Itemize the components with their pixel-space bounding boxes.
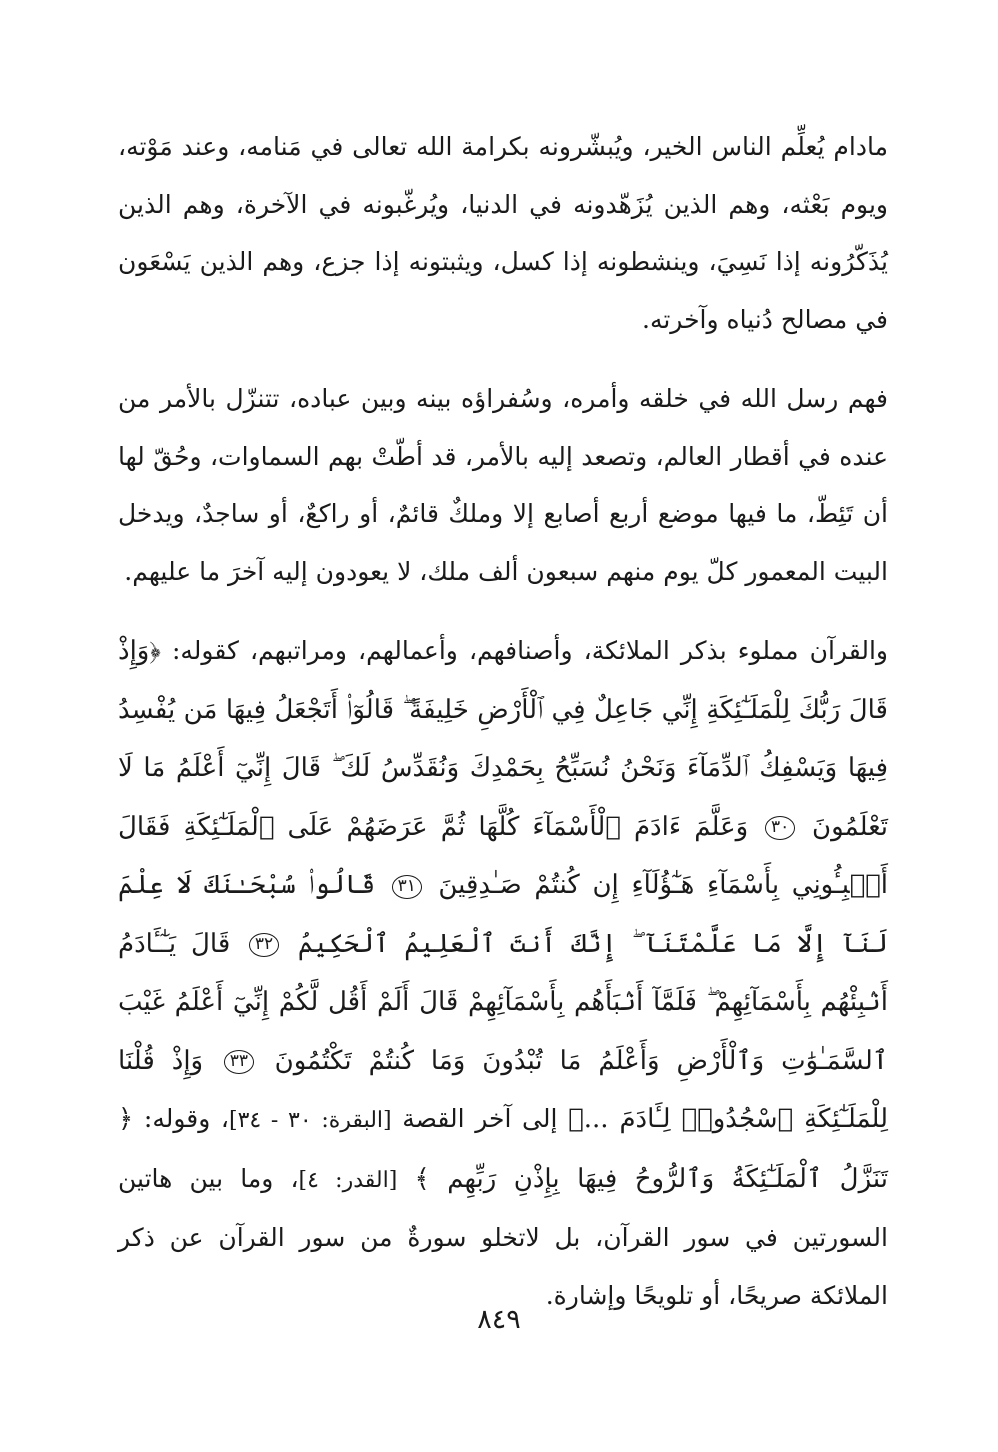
ayah-number-32: ٣٢ xyxy=(249,933,279,957)
reference-baqarah: [البقرة: ٣٠ - ٣٤] xyxy=(228,1108,392,1133)
quran-verse-baqarah-32: قَالُوا۟ سُبْحَـٰنَكَ لَا عِلْمَ لَنَآ إِلَّا مَا عَلَّمْتَنَآ ۖ إِنَّكَ أَنتَ ٱلْعَلِيمُ ٱلْحَكِيمُ xyxy=(118,870,888,959)
paragraph-3-intro: والقرآن مملوء بذكر الملائكة، وأصنافهم، وأعمالهم، ومراتبهم، كقوله: xyxy=(171,636,888,665)
paragraph-3-outro: ، وما بين هاتين السورتين في سور القرآن، بل لاتخلو سورةٌ من سور القرآن عن ذكر الملائكة صريحًا، أو تلويحًا وإشارة. xyxy=(118,1163,888,1310)
quran-verse-baqarah-33: قَالَ يَـٰٓـَٔادَمُ أَنۢبِئْهُم بِأَسْمَآئِهِمْ ۖ فَلَمَّآ أَنۢبَأَهُم بِأَسْمَآئِهِمْ قَالَ أَلَمْ أَقُل لَّكُمْ إِنِّيٓ أَعْلَمُ غَيْبَ ٱلسَّمَـٰوَٰتِ وَٱلْأَرْضِ وَأَعْلَمُ مَا تُبْدُونَ وَمَا كُنتُمْ تَكْتُمُونَ xyxy=(118,928,889,1076)
quran-verse-baqarah-34: وَإِذْ قُلْنَا لِلْمَلَـٰٓئِكَةِ ٱسْجُدُوا۟ لِـَٔادَمَ ...﴾ xyxy=(118,1045,889,1134)
ayah-number-33: ٣٣ xyxy=(224,1050,254,1074)
paragraph-3-and-saying: ، وقوله: xyxy=(143,1104,229,1133)
paragraph-1: مادام يُعلِّم الناس الخير، ويُبشّرونه بكرامة الله تعالى في مَنامه، وعند مَوْته، ويوم بَعْثه، وهم الذين يُزَهّدونه في الدنيا، ويُرغّبونه في الآخرة، وهم الذين يُذَكّرُونه إذا نَسِيَ، وينشطونه إذا كسل، ويثبتونه إذا جزع، وهم الذين يَسْعَون في مصالح دُنياه وآخرته. xyxy=(118,132,888,334)
paragraph-3-continuation: إلى آخر القصة xyxy=(402,1104,558,1133)
quran-verse-qadr-4: ﴿ تَنَزَّلُ ٱلْمَلَـٰٓئِكَةُ وَٱلرُّوحُ فِيهَا بِإِذْنِ رَبِّهِم ﴾ xyxy=(118,1104,888,1194)
ayah-number-31: ٣١ xyxy=(392,875,422,899)
page-body xyxy=(118,118,888,1324)
quran-verse-baqarah-30: ﴿وَإِذْ قَالَ رَبُّكَ لِلْمَلَـٰٓئِكَةِ إِنِّي جَاعِلٌ فِي ٱلْأَرْضِ خَلِيفَةً ۖ قَالُوٓا۟ أَتَجْعَلُ فِيهَا مَن يُفْسِدُ فِيهَا وَيَسْفِكُ ٱلدِّمَآءَ وَنَحْنُ نُسَبِّحُ بِحَمْدِكَ وَنُقَدِّسُ لَكَ ۖ قَالَ إِنِّيٓ أَعْلَمُ مَا لَا تَعْلَمُونَ xyxy=(118,636,888,842)
quran-verse-baqarah-31: وَعَلَّمَ ءَادَمَ ٱلْأَسْمَآءَ كُلَّهَا ثُمَّ عَرَضَهُمْ عَلَى ٱلْمَلَـٰٓئِكَةِ فَقَالَ أَنۢبِـُٔونِي بِأَسْمَآءِ هَـٰٓؤُلَآءِ إِن كُنتُمْ صَـٰدِقِينَ xyxy=(118,811,889,900)
paragraph-3 xyxy=(118,622,888,1324)
paragraph-2: فهم رسل الله في خلقه وأمره، وسُفراؤه بينه وبين عباده، تتنزّل بالأمر من عنده في أقطار العالم، وتصعد إليه بالأمر، قد أطّتْ بهم السماوات، وحُقّ لها أن تَئِطّ، ما فيها موضع أربع أصابع إلا وملكٌ قائمٌ، أو راكعٌ، أو ساجدٌ، ويدخل البيت المعمور كلّ يوم منهم سبعون ألف ملك، لا يعودون إليه آخرَ ما عليهم. xyxy=(118,384,888,586)
reference-qadr: [القدر: ٤] xyxy=(298,1167,398,1193)
ayah-number-30: ٣٠ xyxy=(765,816,795,840)
page-number: ٨٤٩ xyxy=(477,1304,521,1335)
